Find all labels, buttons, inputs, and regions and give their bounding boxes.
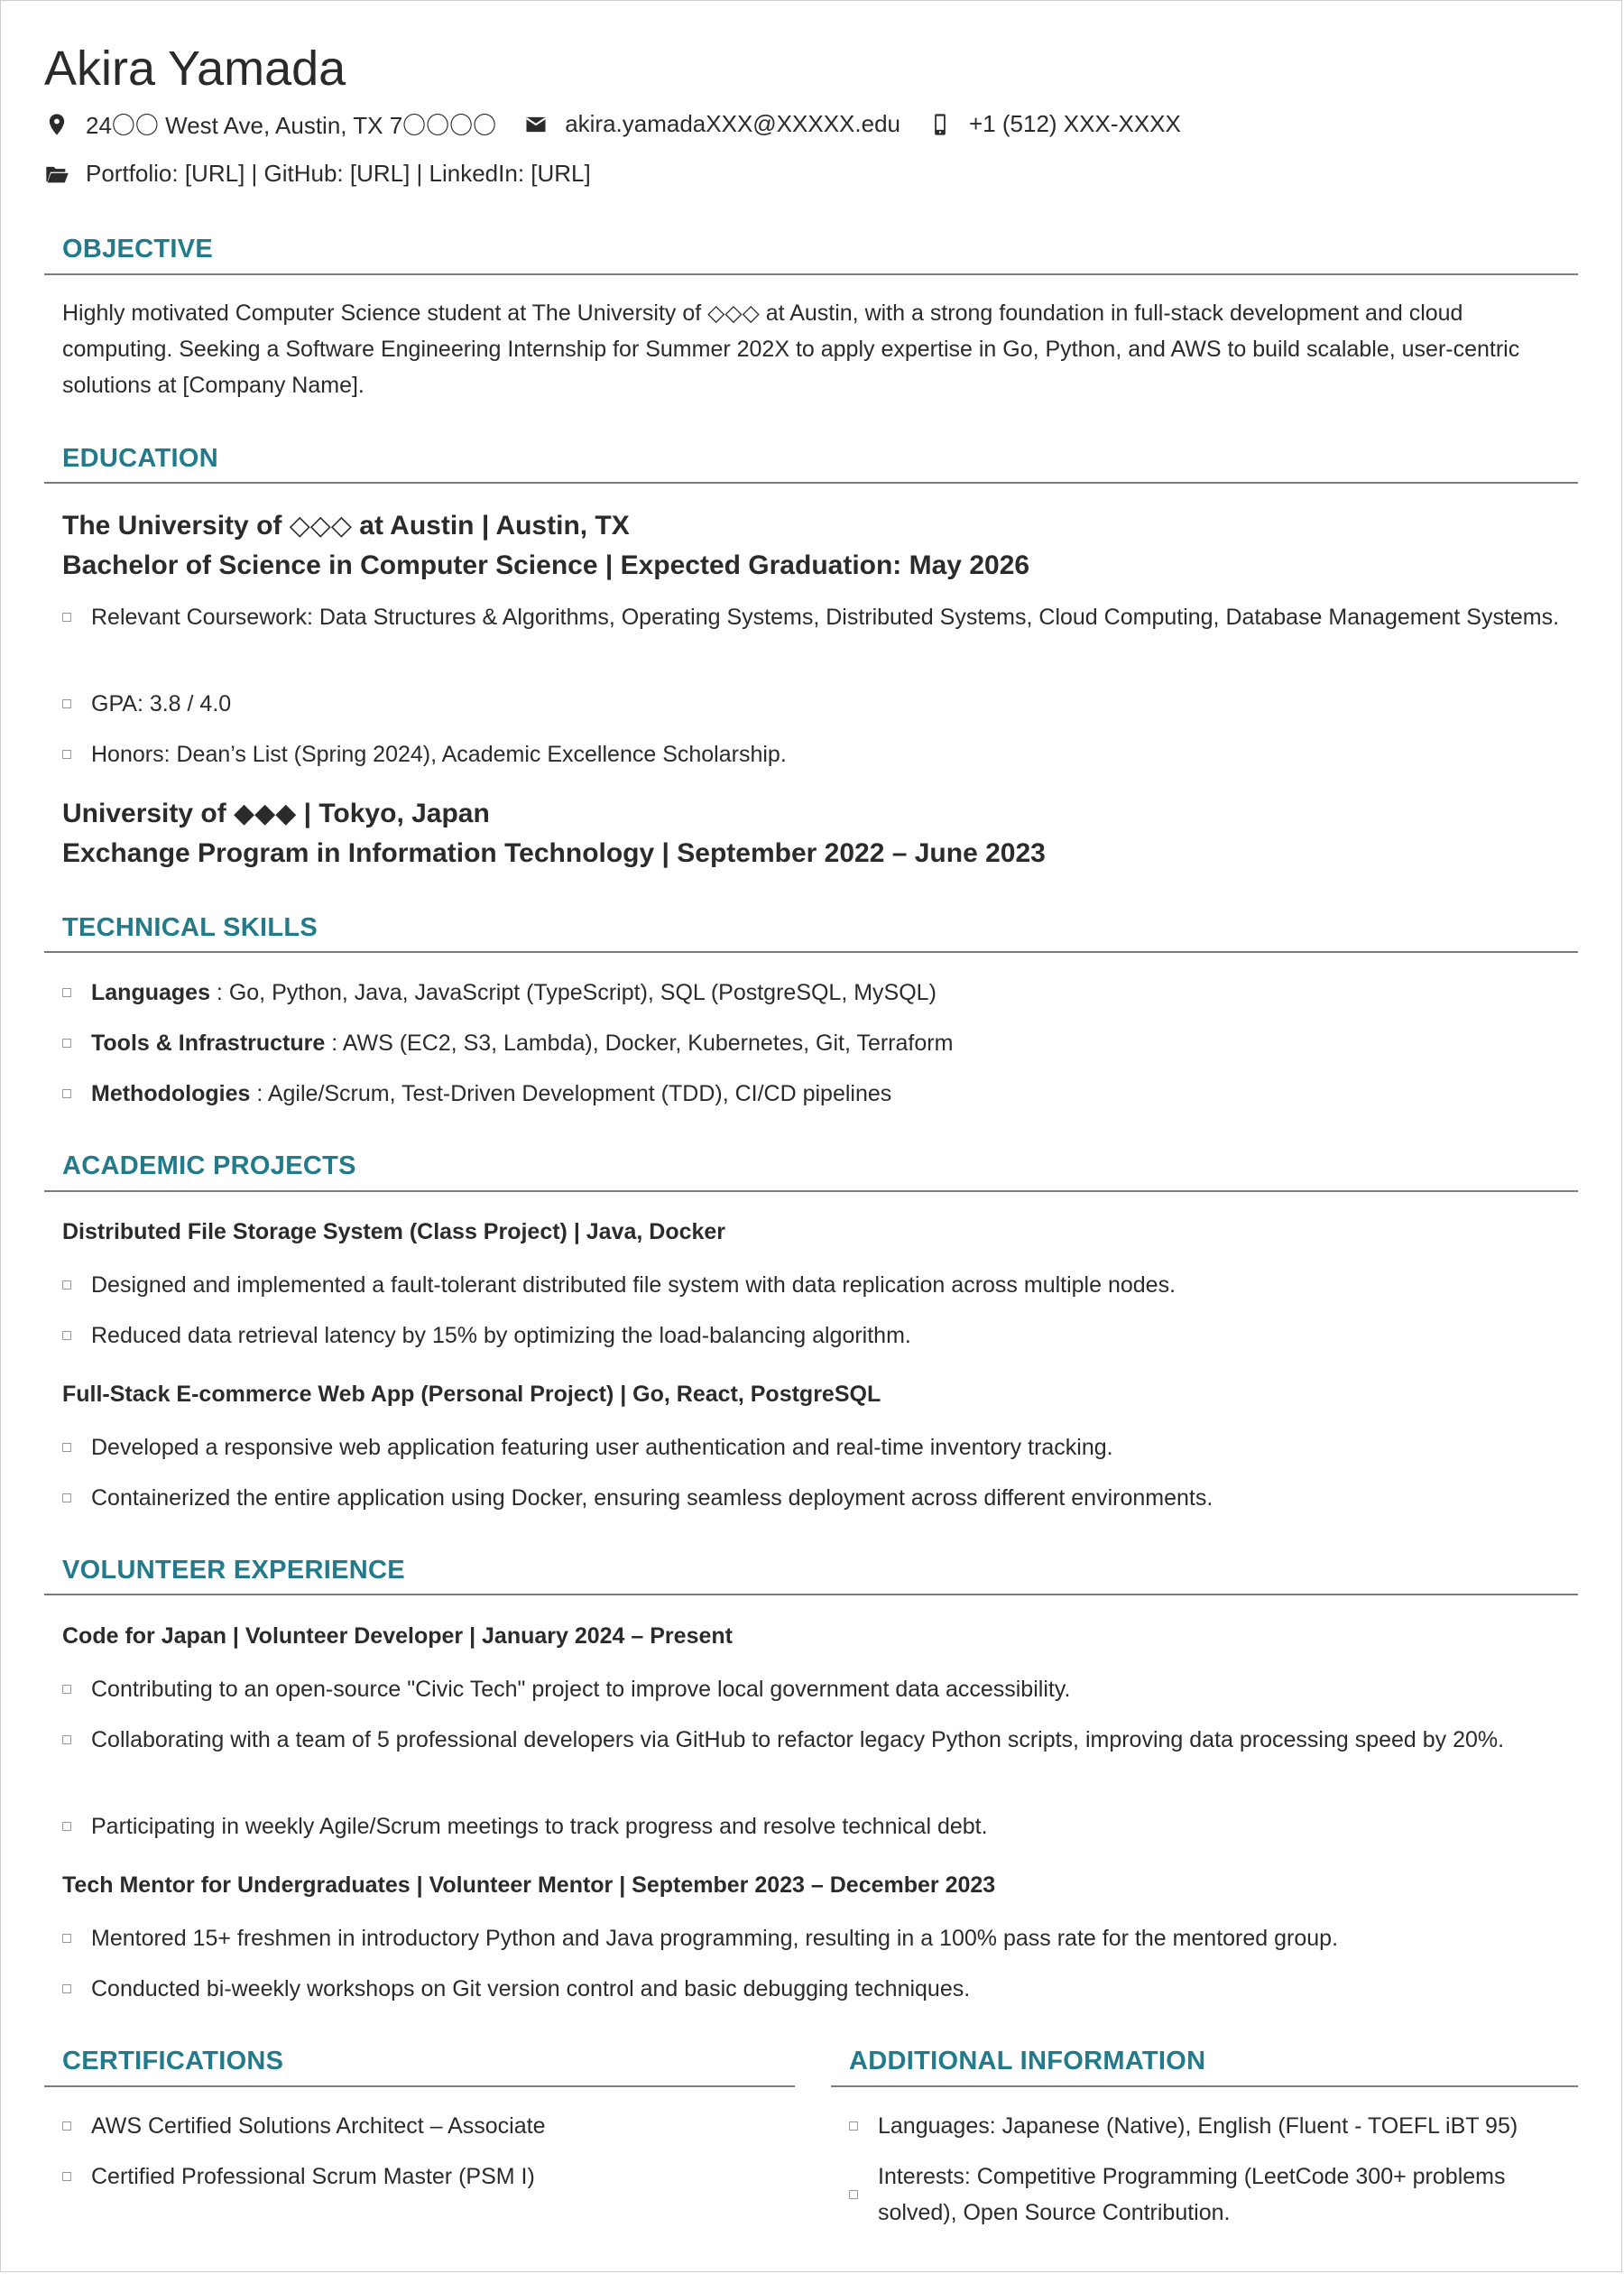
bullet-square-icon (62, 1039, 71, 1048)
list-item: AWS Certified Solutions Architect – Associate (62, 2108, 784, 2144)
list-item (62, 1025, 1560, 1061)
list-item: Containerized the entire application using Docker, ensuring seamless deployment across different environments. (62, 1480, 1560, 1516)
list-item: Collaborating with a team of 5 professional developers via GitHub to refactor legacy Python scripts, improving data processing speed by 20%. (62, 1722, 1560, 1758)
skill-label: Tools & Infrastructure (91, 1031, 326, 1056)
skill-label: Methodologies (91, 1081, 251, 1106)
list-item: Designed and implemented a fault-tolerant distributed file system with data replication across multiple nodes. (62, 1267, 1560, 1303)
additional-divider (831, 2085, 1578, 2087)
list-item (62, 975, 1560, 1011)
bullet-square-icon (62, 750, 71, 759)
links-row (44, 160, 618, 188)
list-item: Relevant Coursework: Data Structures & Algorithms, Operating Systems, Distributed Systems, Cloud Computing, Database Management Systems. (62, 599, 1560, 635)
list-item: Developed a responsive web application featuring user authentication and real-time inventory tracking. (62, 1429, 1560, 1465)
bullet-square-icon (62, 1685, 71, 1694)
list-item (62, 1076, 1560, 1112)
address-text: 24〇〇 West Ave, Austin, TX 7〇〇〇〇 (86, 112, 497, 139)
bullet-square-icon (62, 988, 71, 997)
skills-heading: TECHNICAL SKILLS (62, 913, 318, 942)
list-item: Languages: Japanese (Native), English (Fluent - TOEFL iBT 95) (849, 2108, 1571, 2144)
location-pin-icon (44, 112, 69, 137)
skill-label: Languages (91, 980, 210, 1005)
phone-item (927, 110, 1181, 138)
bullet-square-icon (62, 1089, 71, 1098)
list-item: Certified Professional Scrum Master (PSM I) (62, 2158, 784, 2195)
school-2-name: University of ◆◆◆ | Tokyo, Japan (62, 799, 490, 828)
bullet-square-icon (849, 2121, 858, 2131)
links-text: Portfolio: [URL] | GitHub: [URL] | LinkedIn: [URL] (86, 160, 591, 187)
objective-text: Highly motivated Computer Science student at The University of ◇◇◇ at Austin, with a strong foundation in full-stack development and cloud computing. Seeking a Software Engineering Internship for Summer 202X to apply expertise in Go, Python, and AWS to build scalable, user-centric solutions at [Company Name]. (62, 300, 1520, 398)
bullet-square-icon (62, 2172, 71, 2181)
objective-divider (44, 273, 1578, 275)
folder-open-icon (44, 162, 69, 187)
skills-divider (44, 951, 1578, 953)
bullet-square-icon (62, 1822, 71, 1831)
projects-heading: ACADEMIC PROJECTS (62, 1151, 356, 1180)
certifications-heading: CERTIFICATIONS (62, 2047, 284, 2075)
bullet-square-icon (62, 1443, 71, 1452)
volunteer-divider (44, 1594, 1578, 1595)
bullet-square-icon (62, 613, 71, 622)
objective-heading: OBJECTIVE (62, 235, 214, 263)
address-item (44, 107, 496, 141)
bullet-square-icon (62, 1984, 71, 1993)
skill-value: : Go, Python, Java, JavaScript (TypeScript), SQL (PostgreSQL, MySQL) (209, 980, 937, 1005)
education-heading: EDUCATION (62, 444, 218, 473)
list-item: Interests: Competitive Programming (LeetCode 300+ problems solved), Open Source Contribution. (849, 2158, 1571, 2231)
list-item: Mentored 15+ freshmen in introductory Python and Java programming, resulting in a 100% pass rate for the mentored group. (62, 1920, 1560, 1956)
school-1-name: The University of ◇◇◇ at Austin | Austin, TX (62, 511, 630, 541)
school-1-degree: Bachelor of Science in Computer Science | Expected Graduation: May 2026 (62, 550, 1030, 580)
projects-divider (44, 1190, 1578, 1192)
bullet-square-icon (62, 1280, 71, 1290)
candidate-name: Akira Yamada (44, 42, 346, 96)
list-item: Participating in weekly Agile/Scrum meetings to track progress and resolve technical debt. (62, 1808, 1560, 1844)
school-2-program: Exchange Program in Information Technology | September 2022 – June 2023 (62, 838, 1046, 868)
bullet-square-icon (62, 699, 71, 708)
volunteer-2-heading: Tech Mentor for Undergraduates | Volunteer Mentor | September 2023 – December 2023 (62, 1872, 996, 1898)
project-1-heading: Distributed File Storage System (Class Project) | Java, Docker (62, 1219, 726, 1244)
volunteer-1-heading: Code for Japan | Volunteer Developer | January 2024 – Present (62, 1623, 733, 1649)
list-item: Conducted bi-weekly workshops on Git version control and basic debugging techniques. (62, 1971, 1560, 2007)
phone-text: +1 (512) XXX-XXXX (969, 110, 1181, 137)
bullet-square-icon (62, 1934, 71, 1943)
skill-value: : Agile/Scrum, Test-Driven Development (TDD), CI/CD pipelines (250, 1081, 892, 1106)
certifications-divider (44, 2085, 795, 2087)
contact-row (44, 107, 1208, 141)
bullet-square-icon (62, 1735, 71, 1744)
bullet-square-icon (62, 2121, 71, 2131)
envelope-icon (523, 112, 549, 137)
mobile-phone-icon (927, 112, 953, 137)
bullet-square-icon (62, 1493, 71, 1502)
links-item (44, 160, 591, 188)
email-text: akira.yamadaXXX@XXXXX.edu (565, 110, 900, 137)
education-divider (44, 482, 1578, 484)
additional-heading: ADDITIONAL INFORMATION (849, 2047, 1206, 2075)
skill-value: : AWS (EC2, S3, Lambda), Docker, Kubernetes, Git, Terraform (325, 1031, 954, 1056)
bullet-square-icon (62, 1331, 71, 1340)
list-item: Reduced data retrieval latency by 15% by optimizing the load-balancing algorithm. (62, 1317, 1560, 1354)
list-item: Honors: Dean’s List (Spring 2024), Academic Excellence Scholarship. (62, 736, 1560, 772)
project-2-heading: Full-Stack E-commerce Web App (Personal Project) | Go, React, PostgreSQL (62, 1382, 881, 1407)
volunteer-heading: VOLUNTEER EXPERIENCE (62, 1556, 405, 1585)
email-item (523, 110, 900, 138)
list-item: Contributing to an open-source "Civic Tech" project to improve local government data accessibility. (62, 1671, 1560, 1707)
list-item: GPA: 3.8 / 4.0 (62, 686, 1560, 722)
bullet-square-icon (849, 2190, 858, 2199)
